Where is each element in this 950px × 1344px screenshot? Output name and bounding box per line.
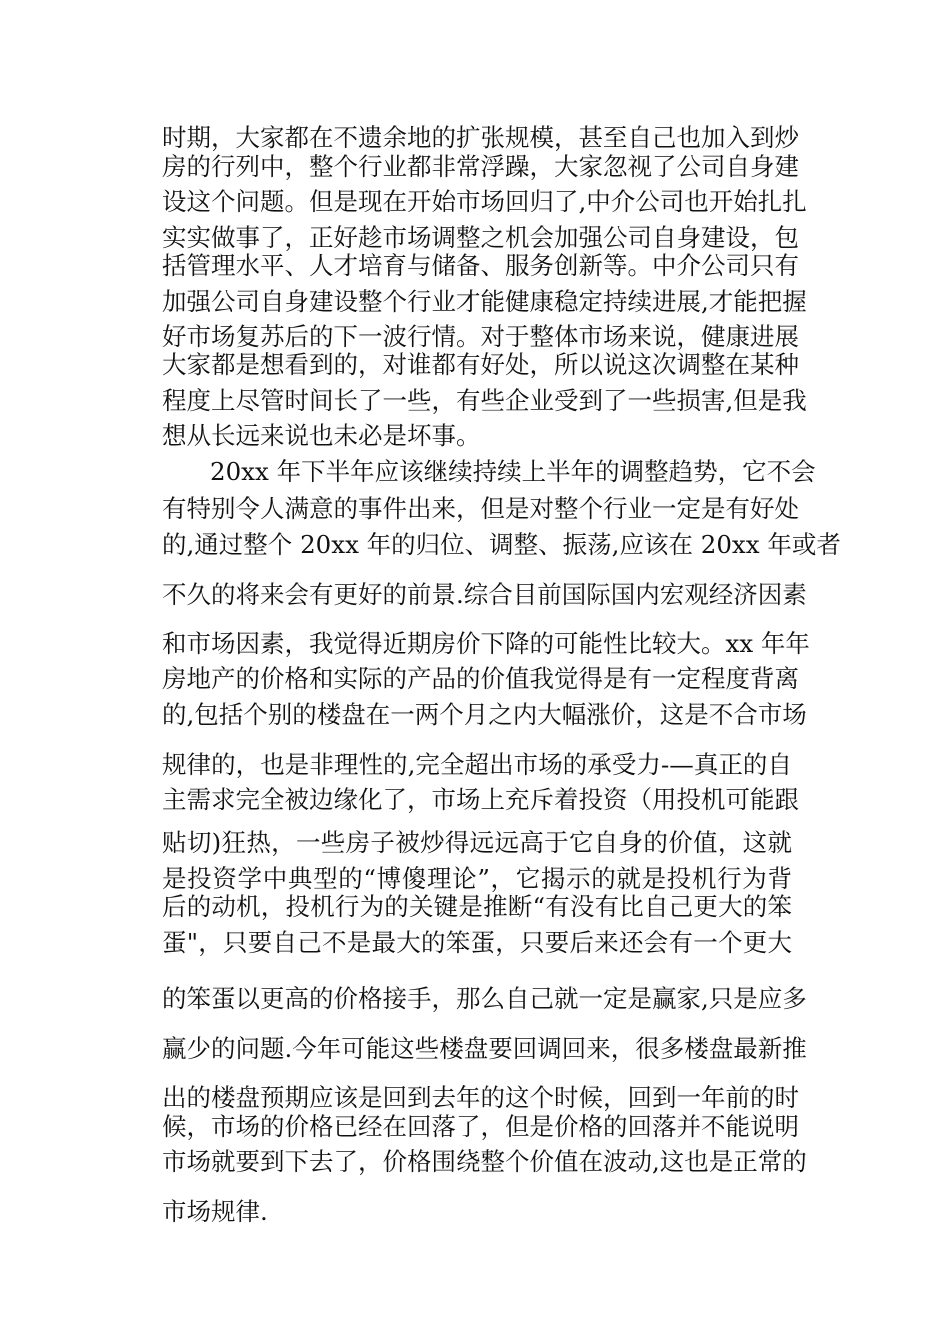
text-line: 的笨蛋以更高的价格接手，那么自己就一定是赢家,只是应多: [162, 984, 807, 1013]
text-line: 的,通过整个 20xx 年的归位、调整、振荡,应该在 20xx 年或者: [162, 530, 841, 559]
text-line: 好市场复苏后的下一波行情。对于整体市场来说，健康进展: [162, 322, 799, 351]
text-line: 程度上尽管时间长了一些，有些企业受到了一些损害,但是我: [162, 386, 807, 415]
text-line: 赢少的问题.今年可能这些楼盘要回调回来，很多楼盘最新推: [162, 1034, 807, 1063]
text-line: 候，市场的价格已经在回落了，但是价格的回落并不能说明: [162, 1112, 799, 1141]
text-line: 贴切)狂热，一些房子被炒得远远高于它自身的价值，这就: [162, 828, 792, 857]
text-line: 有特别令人满意的事件出来，但是对整个行业一定是有好处: [162, 494, 799, 523]
text-line: 实实做事了，正好趁市场调整之机会加强公司自身建设，包: [162, 223, 799, 252]
text-line: 20xx 年下半年应该继续持续上半年的调整趋势，它不会: [210, 457, 816, 486]
text-line: 设这个问题。但是现在开始市场回归了,中介公司也开始扎扎: [162, 187, 807, 216]
text-line: 房地产的价格和实际的产品的价值我觉得是有一定程度背离: [162, 664, 799, 693]
text-line: 市场就要到下去了，价格围绕整个价值在波动,这也是正常的: [162, 1147, 807, 1176]
text-line: 是投资学中典型的“博傻理论”，它揭示的就是投机行为背: [162, 864, 792, 893]
text-line: 规律的，也是非理性的,完全超出市场的承受力-—真正的自: [162, 750, 792, 779]
text-line: 想从长远来说也未必是坏事。: [162, 421, 481, 450]
text-line: 出的楼盘预期应该是回到去年的这个时候，回到一年前的时: [162, 1083, 799, 1112]
text-line: 房的行列中，整个行业都非常浮躁，大家忽视了公司自身建: [162, 152, 799, 181]
text-line: 后的动机，投机行为的关键是推断“有没有比自己更大的笨: [162, 892, 792, 921]
text-line: 括管理水平、人才培育与储备、服务创新等。中介公司只有: [162, 251, 799, 280]
text-line: 主需求完全被边缘化了，市场上充斥着投资（用投机可能跟: [162, 785, 799, 814]
text-line: 不久的将来会有更好的前景.综合目前国际国内宏观经济因素: [162, 580, 807, 609]
text-line: 大家都是想看到的，对谁都有好处，所以说这次调整在某种: [162, 350, 799, 379]
text-line: 加强公司自身建设整个行业才能健康稳定持续进展,才能把握: [162, 287, 807, 316]
text-line: 和市场因素，我觉得近期房价下降的可能性比较大。xx 年年: [162, 629, 810, 658]
text-line: 市场规律.: [162, 1197, 268, 1226]
text-line: 蛋"，只要自己不是最大的笨蛋，只要后来还会有一个更大: [162, 928, 792, 957]
text-line: 的,包括个别的楼盘在一两个月之内大幅涨价，这是不合市场: [162, 700, 807, 729]
text-line: 时期，大家都在不遗余地的扩张规模，甚至自己也加入到炒: [162, 123, 799, 152]
